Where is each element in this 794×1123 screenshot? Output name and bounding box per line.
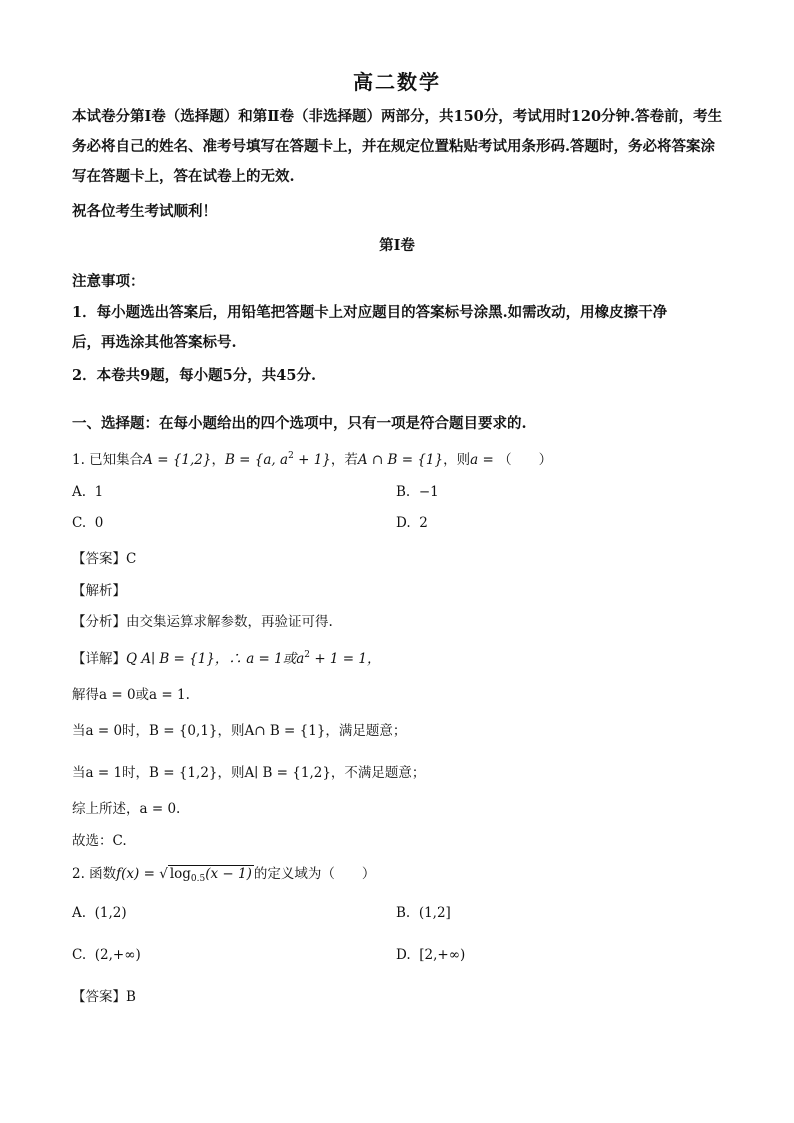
q2-log: log (169, 866, 191, 882)
option-label: D. (396, 947, 411, 963)
option-text: −1 (418, 484, 439, 500)
q1-analysis-tag: 【解析】 (72, 583, 126, 599)
detail-math-b: ，∴ a = 1或a (214, 651, 305, 667)
q1-detail-line-2: 解得a = 0或a = 1. (72, 687, 190, 703)
option-label: C. (72, 947, 87, 963)
q2-option-c (72, 947, 141, 963)
option-text: (2,+∞) (94, 947, 141, 963)
option-label: B. (396, 905, 411, 921)
exam-instructions: 本试卷分第Ⅰ卷（选择题）和第Ⅱ卷（非选择题）两部分，共150分，考试用时120分钟.答卷前，考生务必将自己的姓名、准考号填写在答题卡上，并在规定位置粘贴考试用条形码.答题时，务必将答案涂写在答题卡上，答在试卷上的无效. (72, 108, 723, 185)
q2-answer: 【答案】B (72, 989, 136, 1005)
q2-argument: (x − 1) (205, 866, 252, 882)
note-2: 2．本卷共9题，每小题5分，共45分. (72, 367, 316, 384)
q2-log-base: 0.5 (190, 874, 206, 884)
option-label: A. (72, 905, 87, 921)
q1-detail-line-3: 当a = 0时，B = {0,1}，则A∩ B = {1}，满足题意； (72, 723, 407, 739)
q1-option-b (396, 484, 439, 500)
q1-detail-line-6: 故选：C. (72, 833, 127, 849)
q1-end: = （ ） (478, 452, 553, 468)
note-1-line-2: 后，再选涂其他答案标号. (72, 334, 237, 351)
question-1-stem (72, 448, 552, 468)
section-heading: 一、选择题：在每小题给出的四个选项中，只有一项是符合题目要求的. (72, 415, 527, 432)
q1-detail-line-4: 当a = 1时，B = {1,2}，则A∣ B = {1,2}，不满足题意； (72, 765, 426, 781)
note-1-line-1: 1．每小题选出答案后，用铅笔把答题卡上对应题目的答案标号涂黑.如需改动，用橡皮擦干净 (72, 304, 668, 321)
option-text: [2,+∞) (419, 947, 466, 963)
option-text: (1,2] (418, 905, 451, 921)
q1-if: ，若 (330, 452, 358, 468)
q2-function: f(x) = (116, 866, 160, 882)
q1-comma: ， (211, 452, 225, 468)
q1-prefix: 1. 已知集合 (72, 452, 144, 468)
good-luck-text: 祝各位考生考试顺利！ (72, 203, 217, 220)
q2-prefix: 2. 函数 (72, 866, 117, 882)
q2-option-d (396, 947, 465, 963)
q1-option-c (72, 515, 103, 531)
q2-end: 的定义域为（ ） (253, 866, 376, 882)
q2-radicand (168, 865, 254, 884)
q1-detail-line-5: 综上所述，a = 0. (72, 801, 181, 817)
part-title: 第Ⅰ卷 (379, 237, 415, 254)
option-text: (1,2) (94, 905, 127, 921)
q1-condition: A ∩ B = {1} (357, 452, 444, 468)
option-label: A. (72, 484, 87, 500)
q1-option-d (396, 515, 428, 531)
q1-answer: 【答案】C (72, 551, 137, 567)
detail-math-c: + 1 = 1， (310, 651, 381, 667)
option-label: D. (396, 515, 411, 531)
option-text: 0 (94, 515, 104, 531)
q1-set-b-start: B = {a, a (224, 452, 289, 468)
q1-option-a (72, 484, 103, 500)
option-label: C. (72, 515, 87, 531)
q1-set-b-end: + 1} (293, 452, 331, 468)
question-2-stem (72, 862, 375, 884)
option-text: 1 (94, 484, 104, 500)
notes-heading: 注意事项： (72, 273, 145, 290)
page-title: 高二数学 (353, 70, 441, 94)
detail-tag: 【详解】 (72, 651, 126, 667)
q2-option-a (72, 905, 127, 921)
q1-set-a: A = {1,2} (143, 452, 212, 468)
q1-detail-line-1 (72, 647, 381, 667)
q1-then: ，则 (443, 452, 471, 468)
q2-option-b (396, 905, 451, 921)
detail-math-a: Q A∣ B = {1} (126, 651, 215, 667)
sqrt-symbol: √ (159, 866, 168, 882)
q1-set-b-exponent: 2 (288, 451, 294, 461)
detail-exponent: 2 (304, 650, 311, 660)
q1-variable: a (470, 452, 479, 468)
option-text: 2 (419, 515, 428, 531)
option-label: B. (396, 484, 411, 500)
q1-fenxi: 【分析】由交集运算求解参数，再验证可得. (72, 614, 333, 630)
